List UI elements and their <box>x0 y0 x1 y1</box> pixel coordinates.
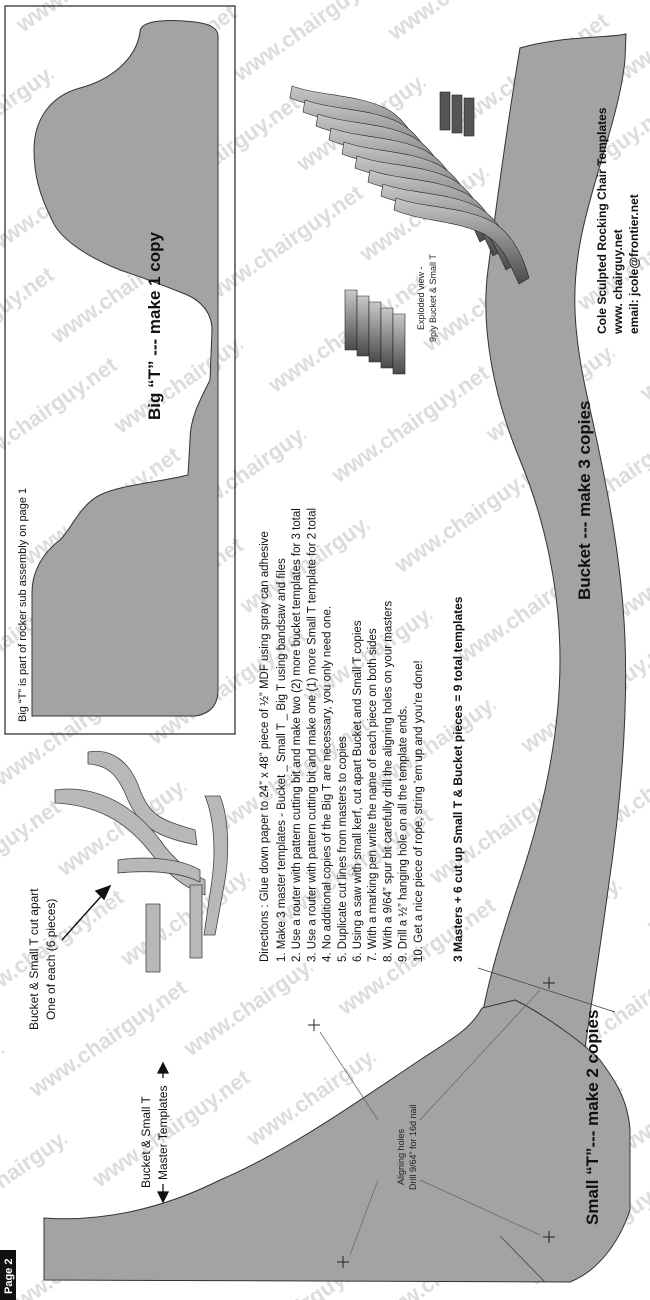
page-label: Page 2 <box>3 1258 15 1294</box>
master-templates-line2: Master Templates <box>156 1085 170 1180</box>
directions-step: 10. Get a nice piece of rope, string 'em up and you're done! <box>412 660 425 962</box>
big-t-label: Big “T” --- make 1 copy <box>145 232 164 420</box>
bucket-label: Bucket --- make 3 copies <box>575 400 594 600</box>
directions-step: 3. Use a router with pattern cutting bit and make one (1) more Small T template for 2 total <box>306 507 319 962</box>
exploded-end-block <box>452 95 462 133</box>
directions-step: 8. With a 9/64” spur bit carefully drill the aligning holes on your masters <box>382 600 395 962</box>
directions-step: 7. With a marking pen write the name of each piece on both sides <box>367 628 380 962</box>
cut-apart-line2: One of each (6 pieces) <box>44 898 58 1020</box>
master-templates-line1: Bucket & Small T <box>139 1096 153 1188</box>
cut-piece-5 <box>190 885 202 958</box>
directions-total: 3 Masters + 6 cut up Small T & Bucket pieces = 9 total templates <box>451 596 465 962</box>
cut-apart-line1: Bucket & Small T cut apart <box>27 888 41 1030</box>
directions-step: 2. Use a router with pattern cutting bit and make two (2) more bucket templates for 3 total <box>291 508 304 962</box>
directions-step: 9. Drill a ½” hanging hole on all the template ends. <box>397 705 410 962</box>
directions-intro: Directions : Glue down paper to 24” x 48” piece of ½” MDF using spray can adhesive <box>259 531 271 962</box>
small-t-label: Small “T”--- make 2 copies <box>583 1009 602 1225</box>
directions-step: 6. Using a saw with small kerf, cut apart Bucket and Small T copies <box>352 620 364 962</box>
exploded-small-piece <box>381 308 393 368</box>
credits-title: Cole Sculpted Rocking Chair Templates <box>595 107 609 334</box>
exploded-small-piece <box>393 314 405 374</box>
exploded-end-block <box>464 98 474 136</box>
exploded-view-line1: Exploded view - <box>416 266 426 330</box>
directions-step: 4. No additional copies of the Big T are necessary, you only need one. <box>321 605 334 962</box>
exploded-small-piece <box>369 302 381 362</box>
cut-piece-6 <box>146 904 160 972</box>
credits-web: www. chairguy.net <box>611 229 625 334</box>
directions-step: 1. Make 3 master templates - Bucket _ Small T _ Big T using bandsaw and files <box>276 558 288 962</box>
exploded-small-piece <box>345 290 357 350</box>
directions-step: 5. Duplicate cut lines from masters to copies <box>336 736 349 962</box>
credits-email: email: jcole@frontier.net <box>627 194 641 334</box>
exploded-end-block <box>440 92 450 130</box>
aligning-holes-line2: Drill 9/64” for 16d nail <box>408 1104 418 1190</box>
exploded-small-piece <box>357 296 369 356</box>
exploded-view-line2: 9ply Bucket & Small T <box>428 254 438 342</box>
big-t-note: Big “T” is part of rocker sub assembly on page 1 <box>17 487 29 722</box>
aligning-holes-line1: Aligning holes <box>396 1128 406 1185</box>
